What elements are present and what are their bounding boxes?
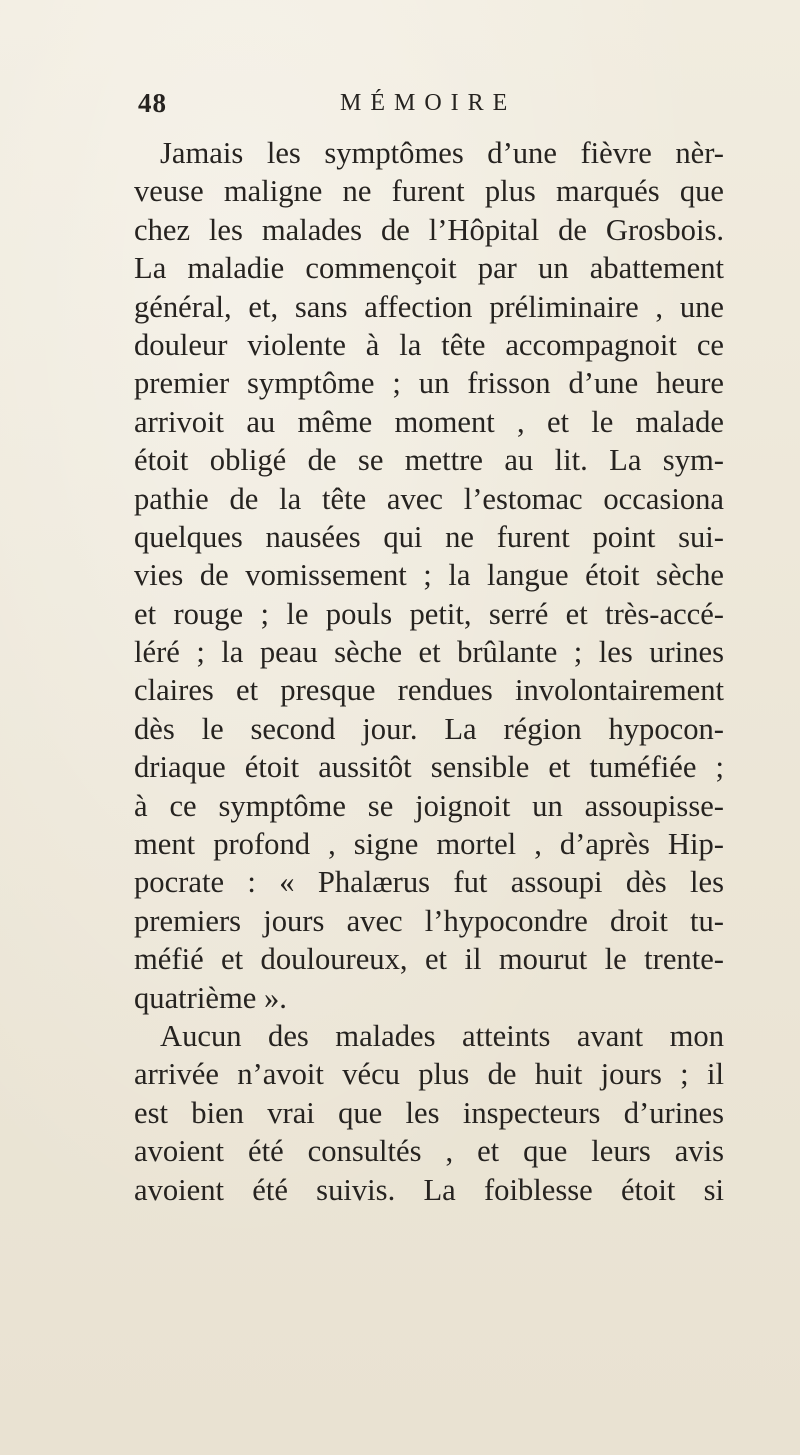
text-line: avoient été consultés , et que leurs avis [134,1134,724,1169]
text-line: chez les malades de l’Hôpital de Grosbois. [134,212,724,247]
page-header [0,78,800,128]
text-line: pathie de la tête avec l’estomac occasiona [134,481,724,516]
text-line: léré ; la peau sèche et brûlante ; les urines [134,635,724,670]
text-line: à ce symptôme se joignoit un assoupisse- [134,788,724,823]
text-line: vies de vomissement ; la langue étoit sèche [134,558,724,593]
text-line: arrivée n’avoit vécu plus de huit jours ; il [134,1057,724,1092]
text-line: douleur violente à la tête accompagnoit ce [134,327,724,362]
text-line: arrivoit au même moment , et le malade [134,404,724,439]
text-line: méfié et douloureux, et il mourut le trente- [134,942,724,977]
text-line: premiers jours avec l’hypocondre droit tu- [134,903,724,938]
text-line: étoit obligé de se mettre au lit. La sym- [134,443,724,478]
running-title: MÉMOIRE [340,90,517,116]
text-line: et rouge ; le pouls petit, serré et très-accé- [134,596,724,631]
text-line: quatrième ». [134,980,287,1015]
page-number: 48 [138,88,167,118]
text-line: ment profond , signe mortel , d’après Hip- [134,827,724,862]
text-line: général, et, sans affection préliminaire , une [134,289,724,324]
text-line: dès le second jour. La région hypocon- [134,711,724,746]
text-line: premier symptôme ; un frisson d’une heure [134,366,724,401]
text-line: pocrate : « Phalærus fut assoupi dès les [134,865,724,900]
text-line: veuse maligne ne furent plus marqués que [134,174,724,209]
text-line: driaque étoit aussitôt sensible et tuméfiée ; [134,750,724,785]
text-line: claires et presque rendues involontairement [134,673,724,708]
text-line: est bien vrai que les inspecteurs d’urines [134,1095,724,1130]
text-line: Aucun des malades atteints avant mon [160,1018,724,1053]
body-text [134,134,724,1209]
text-line: Jamais les symptômes d’une fièvre nèr- [160,136,724,170]
text-line: quelques nausées qui ne furent point sui- [134,519,724,554]
text-line: avoient été suivis. La foiblesse étoit si [134,1172,724,1207]
text-line: La maladie commençoit par un abattement [134,251,724,286]
